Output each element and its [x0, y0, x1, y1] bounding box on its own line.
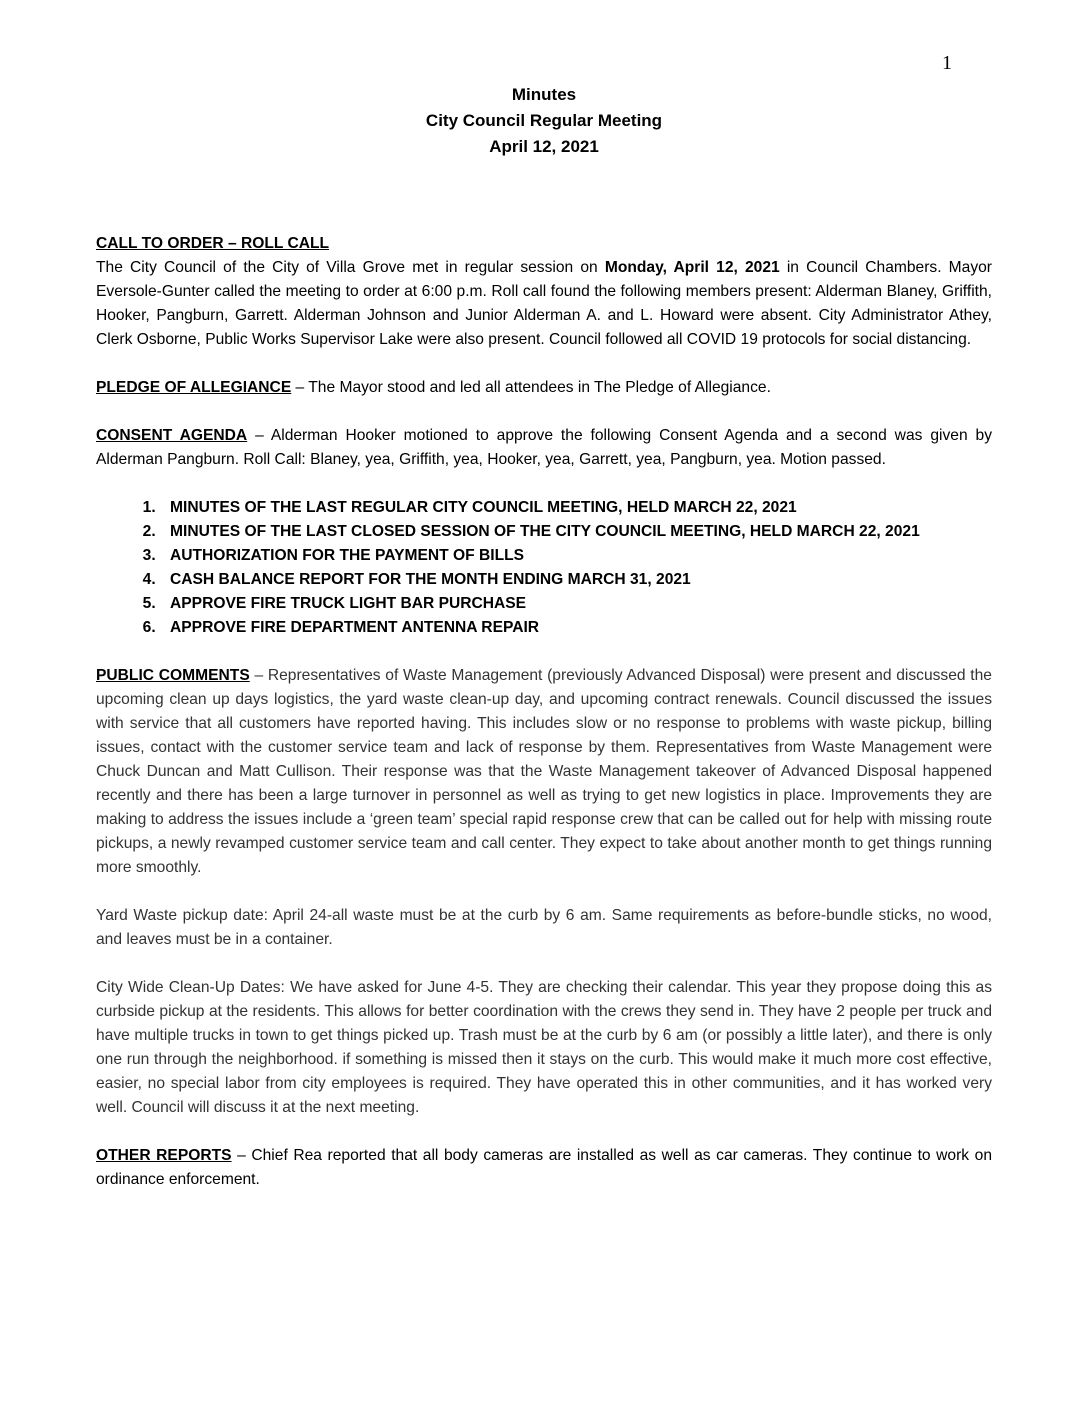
consent-agenda-list [96, 496, 992, 640]
meeting-date: April 12, 2021 [489, 137, 599, 156]
agenda-item: 4. CASH BALANCE REPORT FOR THE MONTH ENDING MARCH 31, 2021 [160, 568, 992, 592]
pledge-heading: PLEDGE OF ALLEGIANCE [96, 379, 292, 396]
other-reports-text: – Chief Rea reported that all body cameras are installed as well as car cameras. They continue to work on ordinance enforcement. [96, 1147, 992, 1188]
public-comments-section [96, 664, 992, 880]
other-reports-heading: OTHER REPORTS [96, 1147, 232, 1164]
agenda-item: 2. MINUTES OF THE LAST CLOSED SESSION OF THE CITY COUNCIL MEETING, HELD MARCH 22, 2021 [160, 520, 992, 544]
document-header [0, 82, 1088, 160]
minutes-body [96, 232, 992, 1216]
public-comments-text: – Representatives of Waste Management (previously Advanced Disposal) were present and discussed the upcoming clean up days logistics, the yard waste clean-up day, and upcoming contract renewals. Council discussed the issues with service that all customers have reported having. This includes slow or no response to problems with waste pickup, billing issues, contact with the customer service team and lack of response by them. Representatives from Waste Management were Chuck Duncan and Matt Cullison. Their response was that the Waste Management takeover of Advanced Disposal happened recently and there has been a large turnover in personnel as well as trying to get new logistics in place. Improvements they are making to address the issues include a ‘green team’ special rapid response crew that can be called out for help with missing route pickups, a newly revamped customer service team and call center. They expect to take about another month to get things running more smoothly. [96, 667, 992, 876]
page-number: 1 [942, 52, 952, 74]
agenda-item: 5. APPROVE FIRE TRUCK LIGHT BAR PURCHASE [160, 592, 992, 616]
pledge-section [96, 376, 992, 400]
public-comments-heading: PUBLIC COMMENTS [96, 667, 250, 684]
consent-agenda-text: – Alderman Hooker motioned to approve the following Consent Agenda and a second was given by Alderman Pangburn. Roll Call: Blaney, yea, Griffith, yea, Hooker, yea, Garrett, yea, Pangburn, yea. Motion passed. [96, 427, 993, 468]
call-to-order-text-before: The City Council of the City of Villa Grove met in regular session on [96, 259, 605, 276]
clean-up-paragraph: City Wide Clean-Up Dates: We have asked for June 4-5. They are checking their calendar. This year they propose doing this as curbside pickup at the residents. This allows for better coordination with the crews they send in. They have 2 people per truck and have multiple trucks in town to get things picked up. Trash must be at the curb by 6 am (or possibly a little later), and there is only one run through the neighborhood. if something is missed then it stays on the curb. This would make it much more cost effective, easier, no special labor from city employees is required. They have operated this in other communities, and it has worked very well. Council will discuss it at the next meeting. [96, 979, 992, 1116]
consent-agenda-heading: CONSENT AGENDA [96, 427, 248, 444]
call-to-order-text-after: in Council Chambers. Mayor Eversole-Gunter called the meeting to order at 6:00 p.m. Roll call found the following members present: Alderman Blaney, Griffith, Hooker, Pangburn, Garrett. Alderman Johnson and Junior Alderman A. and L. Howard were absent. City Administrator Athey, Clerk Osborne, Public Works Supervisor Lake were also present. Council followed all COVID 19 protocols for social distancing. [96, 259, 992, 348]
call-to-order-heading: CALL TO ORDER – ROLL CALL [96, 235, 330, 252]
pledge-text: – The Mayor stood and led all attendees in The Pledge of Allegiance. [291, 379, 771, 396]
other-reports-section [96, 1144, 992, 1192]
document-title: Minutes [511, 85, 577, 104]
consent-agenda-section [96, 424, 992, 472]
agenda-item: 6. APPROVE FIRE DEPARTMENT ANTENNA REPAIR [160, 616, 992, 640]
yard-waste-paragraph: Yard Waste pickup date: April 24-all waste must be at the curb by 6 am. Same requirements as before-bundle sticks, no wood, and leaves must be in a container. [96, 907, 992, 948]
call-to-order-section [96, 232, 992, 352]
agenda-item: 3. AUTHORIZATION FOR THE PAYMENT OF BILLS [160, 544, 992, 568]
agenda-item: 1. MINUTES OF THE LAST REGULAR CITY COUNCIL MEETING, HELD MARCH 22, 2021 [160, 496, 992, 520]
call-to-order-date: Monday, April 12, 2021 [604, 259, 780, 276]
document-subtitle: City Council Regular Meeting [425, 111, 663, 130]
